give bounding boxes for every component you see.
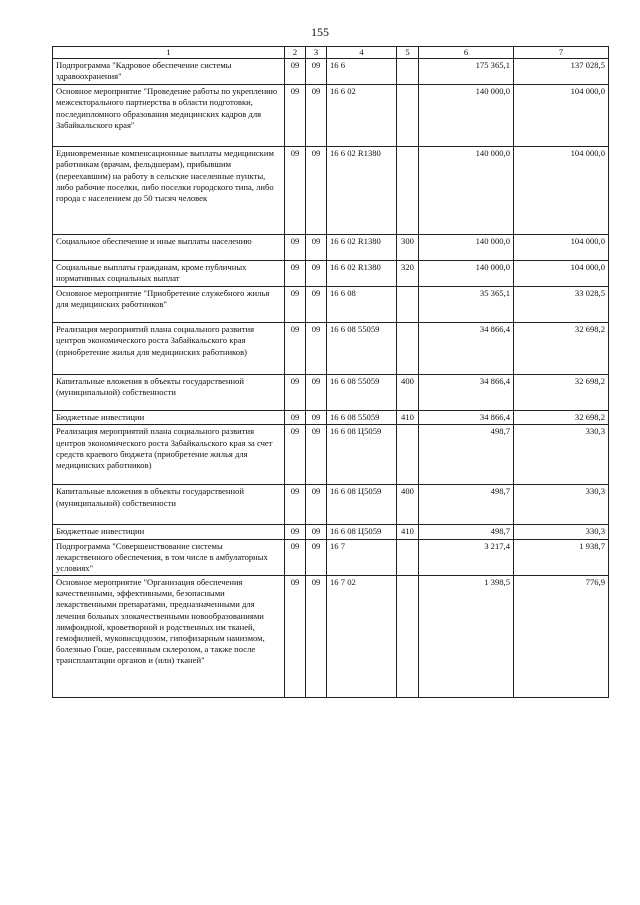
expense-type-cell: [397, 425, 419, 485]
subsection-code-cell: 09: [306, 147, 327, 235]
table-row: [53, 411, 609, 425]
amount-col6-cell: 175 365,1: [419, 59, 514, 85]
section-code-cell: 09: [285, 485, 306, 525]
table-row: [53, 539, 609, 576]
target-article-cell: 16 6 08 Ц5059: [327, 425, 397, 485]
section-code-cell: 09: [285, 411, 306, 425]
column-header: 2: [285, 47, 306, 59]
target-article-cell: 16 7 02: [327, 576, 397, 698]
amount-col6-cell: 34 866,4: [419, 411, 514, 425]
section-code-cell: 09: [285, 375, 306, 411]
section-code-cell: 09: [285, 261, 306, 287]
table-row: [53, 485, 609, 525]
table-row: [53, 525, 609, 539]
target-article-cell: 16 6 02 R1380: [327, 235, 397, 261]
subsection-code-cell: 09: [306, 485, 327, 525]
table-header-row: [53, 47, 609, 59]
table-row: [53, 425, 609, 485]
expense-type-cell: 400: [397, 375, 419, 411]
table-row: [53, 323, 609, 375]
subsection-code-cell: 09: [306, 261, 327, 287]
row-name-cell: Капитальные вложения в объекты государственной (муниципальной) собственности: [53, 375, 285, 411]
table-row: [53, 59, 609, 85]
column-header: 3: [306, 47, 327, 59]
subsection-code-cell: 09: [306, 59, 327, 85]
row-name-cell: Подпрограмма "Кадровое обеспечение системы здравоохранения": [53, 59, 285, 85]
subsection-code-cell: 09: [306, 525, 327, 539]
section-code-cell: 09: [285, 287, 306, 323]
expense-type-cell: 410: [397, 411, 419, 425]
expense-type-cell: 410: [397, 525, 419, 539]
amount-col7-cell: 776,9: [514, 576, 609, 698]
target-article-cell: 16 6: [327, 59, 397, 85]
table-row: [53, 235, 609, 261]
row-name-cell: Бюджетные инвестиции: [53, 525, 285, 539]
amount-col7-cell: 104 000,0: [514, 85, 609, 147]
target-article-cell: 16 6 08 55059: [327, 411, 397, 425]
target-article-cell: 16 6 08 55059: [327, 323, 397, 375]
section-code-cell: 09: [285, 425, 306, 485]
column-header: 6: [419, 47, 514, 59]
amount-col7-cell: 33 028,5: [514, 287, 609, 323]
expense-type-cell: 300: [397, 235, 419, 261]
amount-col7-cell: 32 698,2: [514, 411, 609, 425]
column-header: 7: [514, 47, 609, 59]
table-row: [53, 576, 609, 698]
budget-table: [52, 46, 609, 698]
amount-col7-cell: 32 698,2: [514, 323, 609, 375]
amount-col7-cell: 104 000,0: [514, 235, 609, 261]
table-row: [53, 261, 609, 287]
row-name-cell: Социальные выплаты гражданам, кроме публичных нормативных социальных выплат: [53, 261, 285, 287]
amount-col7-cell: 104 000,0: [514, 261, 609, 287]
section-code-cell: 09: [285, 323, 306, 375]
target-article-cell: 16 6 02: [327, 85, 397, 147]
section-code-cell: 09: [285, 59, 306, 85]
subsection-code-cell: 09: [306, 287, 327, 323]
amount-col6-cell: 140 000,0: [419, 85, 514, 147]
target-article-cell: 16 6 02 R1380: [327, 261, 397, 287]
expense-type-cell: 400: [397, 485, 419, 525]
amount-col6-cell: 140 000,0: [419, 261, 514, 287]
amount-col6-cell: 1 398,5: [419, 576, 514, 698]
row-name-cell: Основное мероприятие "Приобретение служебного жилья для медицинских работников": [53, 287, 285, 323]
amount-col7-cell: 330,3: [514, 425, 609, 485]
table-row: [53, 147, 609, 235]
section-code-cell: 09: [285, 539, 306, 576]
target-article-cell: 16 6 08 Ц5059: [327, 485, 397, 525]
subsection-code-cell: 09: [306, 539, 327, 576]
amount-col7-cell: 104 000,0: [514, 147, 609, 235]
row-name-cell: Бюджетные инвестиции: [53, 411, 285, 425]
section-code-cell: 09: [285, 85, 306, 147]
row-name-cell: Реализация мероприятий плана социального развития центров экономического роста Забайкальского края (приобретение жилья для медицинских работников): [53, 323, 285, 375]
amount-col7-cell: 137 028,5: [514, 59, 609, 85]
table-row: [53, 287, 609, 323]
subsection-code-cell: 09: [306, 425, 327, 485]
amount-col6-cell: 498,7: [419, 525, 514, 539]
target-article-cell: 16 6 08 55059: [327, 375, 397, 411]
table-row: [53, 375, 609, 411]
row-name-cell: Основное мероприятие "Проведение работы по укреплению межсекторального партнерства в области подготовки, последипломного образования медицинских кадров для Забайкальского края": [53, 85, 285, 147]
expense-type-cell: [397, 59, 419, 85]
subsection-code-cell: 09: [306, 323, 327, 375]
expense-type-cell: 320: [397, 261, 419, 287]
expense-type-cell: [397, 85, 419, 147]
expense-type-cell: [397, 539, 419, 576]
row-name-cell: Основное мероприятие "Организация обеспечения качественными, эффективными, безопасными лекарственными препаратами, предназначенными для лечения больных злокачественными новообразованиями лимфоидной, кроветворной и родственных им тканей, гемофилией, муковисцидозом, гипофизарным нанизмом, болезнью Гоше, рассеянным склерозом, а также после трансплантации органов и (или) тканей": [53, 576, 285, 698]
expense-type-cell: [397, 576, 419, 698]
expense-type-cell: [397, 147, 419, 235]
row-name-cell: Подпрограмма "Совершенствование системы лекарственного обеспечения, в том числе в амбулаторных условиях": [53, 539, 285, 576]
page-number: 155: [311, 25, 329, 39]
section-code-cell: 09: [285, 147, 306, 235]
subsection-code-cell: 09: [306, 411, 327, 425]
target-article-cell: 16 7: [327, 539, 397, 576]
amount-col7-cell: 330,3: [514, 525, 609, 539]
amount-col7-cell: 32 698,2: [514, 375, 609, 411]
amount-col6-cell: 35 365,1: [419, 287, 514, 323]
target-article-cell: 16 6 02 R1380: [327, 147, 397, 235]
target-article-cell: 16 6 08 Ц5059: [327, 525, 397, 539]
subsection-code-cell: 09: [306, 85, 327, 147]
row-name-cell: Реализация мероприятий плана социального развития центров экономического роста Забайкальского края за счет средств краевого бюджета (приобретение жилья для медицинских работников): [53, 425, 285, 485]
amount-col7-cell: 1 938,7: [514, 539, 609, 576]
target-article-cell: 16 6 08: [327, 287, 397, 323]
column-header: 4: [327, 47, 397, 59]
section-code-cell: 09: [285, 576, 306, 698]
amount-col6-cell: 3 217,4: [419, 539, 514, 576]
amount-col6-cell: 140 000,0: [419, 147, 514, 235]
column-header: 1: [53, 47, 285, 59]
amount-col6-cell: 34 866,4: [419, 375, 514, 411]
amount-col6-cell: 498,7: [419, 425, 514, 485]
expense-type-cell: [397, 287, 419, 323]
subsection-code-cell: 09: [306, 576, 327, 698]
section-code-cell: 09: [285, 235, 306, 261]
subsection-code-cell: 09: [306, 235, 327, 261]
amount-col6-cell: 34 866,4: [419, 323, 514, 375]
amount-col7-cell: 330,3: [514, 485, 609, 525]
section-code-cell: 09: [285, 525, 306, 539]
column-header: 5: [397, 47, 419, 59]
table-row: [53, 85, 609, 147]
amount-col6-cell: 140 000,0: [419, 235, 514, 261]
row-name-cell: Капитальные вложения в объекты государственной (муниципальной) собственности: [53, 485, 285, 525]
row-name-cell: Социальное обеспечение и иные выплаты населению: [53, 235, 285, 261]
subsection-code-cell: 09: [306, 375, 327, 411]
row-name-cell: Единовременные компенсационные выплаты медицинским работникам (врачам, фельдшерам), прибывшим (переехавшим) на работу в сельские населенные пункты, либо рабочие поселки, либо поселки городского типа, либо города с населением до 50 тысяч человек: [53, 147, 285, 235]
expense-type-cell: [397, 323, 419, 375]
amount-col6-cell: 498,7: [419, 485, 514, 525]
